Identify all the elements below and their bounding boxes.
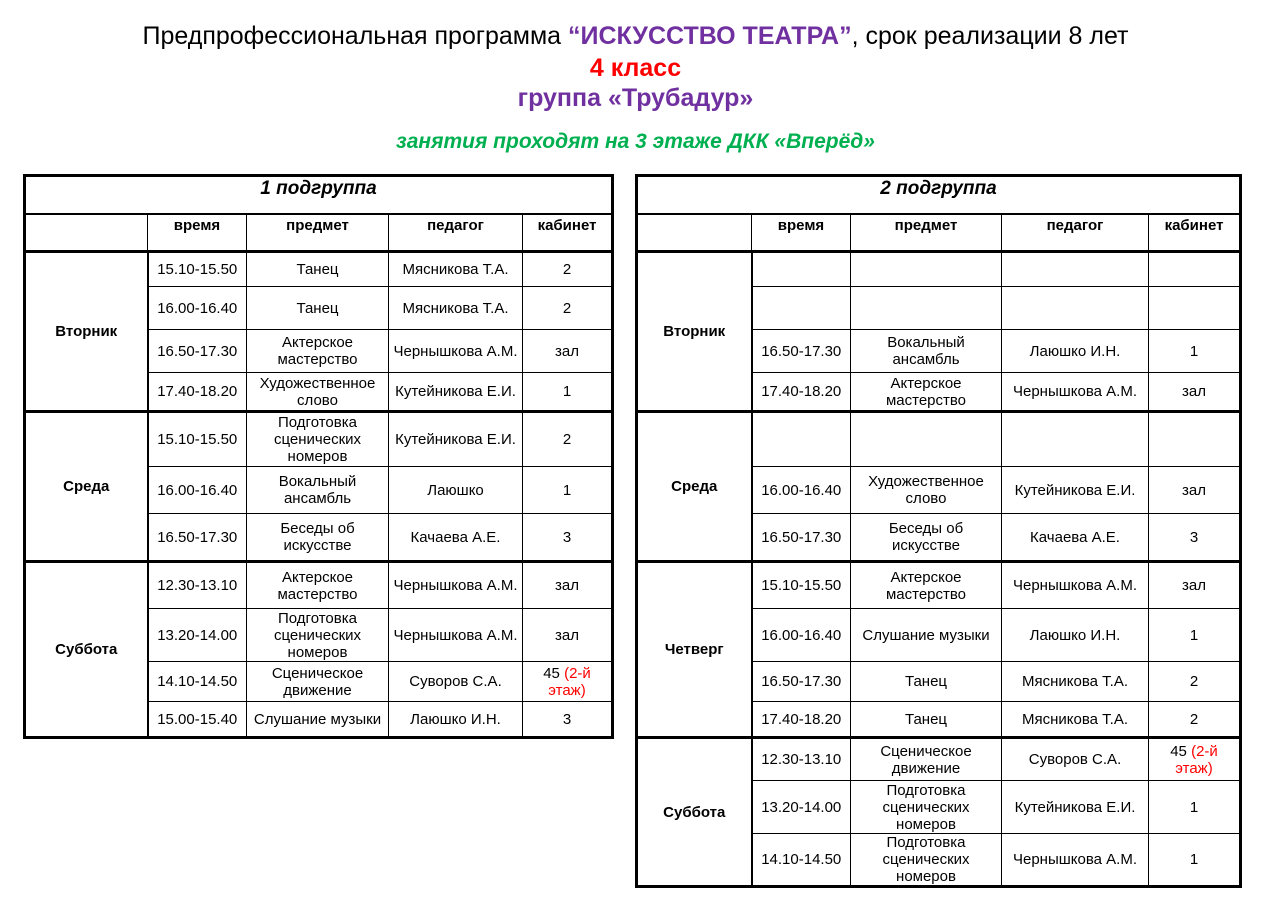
room-value: зал — [1182, 577, 1206, 594]
room-cell — [523, 373, 613, 412]
teacher-cell: Чернышкова А.М. — [1002, 834, 1149, 887]
room-value: 3 — [562, 710, 572, 728]
day-column-header — [637, 214, 752, 252]
room-floor-note: (2-й этаж) — [1175, 742, 1218, 777]
room-cell — [523, 662, 613, 702]
group-title: группа «Трубадур» — [517, 84, 754, 112]
time-cell: 13.20-14.00 — [148, 609, 247, 662]
schedule-row — [637, 738, 1241, 781]
day-cell: Вторник — [637, 252, 752, 412]
schedule-body-subgroup-2 — [637, 176, 1241, 887]
room-cell — [1149, 412, 1241, 467]
subject-cell: Вокальный ансамбль — [851, 330, 1002, 373]
room-value: 1 — [562, 481, 572, 499]
time-cell: 15.00-15.40 — [148, 702, 247, 738]
room-value: 2 — [1189, 673, 1199, 690]
subject-cell: Подготовка сценических номеров — [247, 412, 389, 467]
day-cell: Среда — [25, 412, 148, 562]
time-cell: 16.00-16.40 — [752, 609, 851, 662]
room-cell — [1149, 514, 1241, 562]
room-value: 1 — [562, 383, 572, 400]
room-value: 2 — [562, 261, 572, 278]
room-column-header: кабинет — [523, 214, 613, 252]
time-cell: 17.40-18.20 — [752, 702, 851, 738]
teacher-cell: Чернышкова А.М. — [1002, 373, 1149, 412]
room-cell — [1149, 702, 1241, 738]
room-value: зал — [555, 577, 579, 594]
program-title — [0, 20, 1271, 52]
room-cell — [523, 467, 613, 514]
teacher-cell: Чернышкова А.М. — [389, 609, 523, 662]
teacher-cell: Мясникова Т.А. — [389, 287, 523, 330]
room-value: зал — [1182, 481, 1206, 499]
schedule-body-subgroup-1 — [25, 176, 613, 738]
subject-cell: Танец — [851, 702, 1002, 738]
teacher-cell: Чернышкова А.М. — [389, 562, 523, 609]
room-value: 1 — [1189, 851, 1199, 868]
subject-cell: Подготовка сценических номеров — [851, 834, 1002, 887]
subject-cell: Вокальный ансамбль — [247, 467, 389, 514]
room-column-header: кабинет — [1149, 214, 1241, 252]
schedule-row — [637, 252, 1241, 287]
schedule-row — [637, 562, 1241, 609]
room-value: 2 — [1189, 710, 1199, 728]
teacher-cell: Лаюшко И.Н. — [389, 702, 523, 738]
room-cell — [523, 609, 613, 662]
teacher-cell: Лаюшко И.Н. — [1002, 330, 1149, 373]
schedule-row — [25, 562, 613, 609]
time-cell — [752, 252, 851, 287]
time-cell: 16.50-17.30 — [752, 662, 851, 702]
room-cell — [1149, 834, 1241, 887]
time-cell: 14.10-14.50 — [148, 662, 247, 702]
subject-cell: Слушание музыки — [247, 702, 389, 738]
day-cell: Четверг — [637, 562, 752, 738]
room-value: 1 — [1189, 342, 1199, 360]
room-cell — [523, 412, 613, 467]
subject-cell: Художественное слово — [247, 373, 389, 412]
time-cell — [752, 412, 851, 467]
time-cell: 16.50-17.30 — [148, 330, 247, 373]
room-value: зал — [1182, 383, 1206, 400]
room-cell — [1149, 467, 1241, 514]
room-cell — [1149, 287, 1241, 330]
schedule-row — [637, 412, 1241, 467]
room-cell — [1149, 609, 1241, 662]
day-cell: Суббота — [25, 562, 148, 738]
day-cell: Вторник — [25, 252, 148, 412]
location-note: занятия проходят на 3 этаже ДКК «Вперёд» — [396, 130, 875, 153]
time-cell: 12.30-13.10 — [148, 562, 247, 609]
teacher-column-header: педагог — [389, 214, 523, 252]
teacher-cell: Кутейникова Е.И. — [389, 373, 523, 412]
time-cell: 15.10-15.50 — [752, 562, 851, 609]
day-column-header — [25, 214, 148, 252]
time-cell: 16.50-17.30 — [752, 514, 851, 562]
teacher-cell: Кутейникова Е.И. — [1002, 781, 1149, 834]
time-cell: 15.10-15.50 — [148, 412, 247, 467]
day-cell: Среда — [637, 412, 752, 562]
schedule-table-subgroup-1 — [23, 174, 614, 739]
room-value: 3 — [562, 528, 572, 546]
room-floor-note: (2-й этаж) — [548, 664, 591, 699]
schedule-table-subgroup-2 — [635, 174, 1242, 888]
subject-cell: Танец — [247, 252, 389, 287]
subject-cell: Танец — [247, 287, 389, 330]
subject-cell: Актерское мастерство — [247, 330, 389, 373]
subject-cell: Подготовка сценических номеров — [247, 609, 389, 662]
program-title-prefix: Предпрофессиональная программа — [142, 22, 569, 50]
time-cell: 17.40-18.20 — [752, 373, 851, 412]
time-cell: 14.10-14.50 — [752, 834, 851, 887]
time-column-header: время — [752, 214, 851, 252]
subject-cell — [851, 287, 1002, 330]
subgroup-title: 2 подгруппа — [637, 176, 1241, 214]
subject-cell: Подготовка сценических номеров — [851, 781, 1002, 834]
teacher-cell: Суворов С.А. — [389, 662, 523, 702]
subject-column-header: предмет — [247, 214, 389, 252]
room-cell — [1149, 781, 1241, 834]
subject-cell: Художественное слово — [851, 467, 1002, 514]
room-value: 3 — [1189, 528, 1199, 546]
teacher-cell — [1002, 252, 1149, 287]
room-cell — [523, 252, 613, 287]
teacher-cell: Качаева А.Е. — [389, 514, 523, 562]
teacher-cell: Мясникова Т.А. — [1002, 702, 1149, 738]
room-cell — [523, 562, 613, 609]
room-cell — [1149, 738, 1241, 781]
subject-cell: Танец — [851, 662, 1002, 702]
time-cell: 12.30-13.10 — [752, 738, 851, 781]
time-cell — [752, 287, 851, 330]
subject-cell: Актерское мастерство — [851, 373, 1002, 412]
teacher-column-header: педагог — [1002, 214, 1149, 252]
time-cell: 16.00-16.40 — [752, 467, 851, 514]
room-cell — [523, 330, 613, 373]
subject-cell: Сценическое движение — [851, 738, 1002, 781]
teacher-cell: Мясникова Т.А. — [389, 252, 523, 287]
time-cell: 13.20-14.00 — [752, 781, 851, 834]
teacher-cell: Мясникова Т.А. — [1002, 662, 1149, 702]
time-cell: 16.50-17.30 — [148, 514, 247, 562]
day-cell: Суббота — [637, 738, 752, 887]
room-cell — [1149, 330, 1241, 373]
time-cell: 16.00-16.40 — [148, 287, 247, 330]
subject-cell — [851, 252, 1002, 287]
subject-cell: Беседы об искусстве — [851, 514, 1002, 562]
grade-title: 4 класс — [589, 54, 682, 82]
schedule-row — [25, 412, 613, 467]
room-value: 45 — [543, 664, 560, 682]
subject-cell: Сценическое движение — [247, 662, 389, 702]
subject-column-header: предмет — [851, 214, 1002, 252]
room-cell — [523, 287, 613, 330]
time-column-header: время — [148, 214, 247, 252]
teacher-cell: Лаюшко И.Н. — [1002, 609, 1149, 662]
room-cell — [1149, 373, 1241, 412]
time-cell: 16.00-16.40 — [148, 467, 247, 514]
room-value: зал — [555, 626, 579, 644]
subject-cell: Актерское мастерство — [247, 562, 389, 609]
room-value: 2 — [562, 431, 572, 448]
time-cell: 15.10-15.50 — [148, 252, 247, 287]
teacher-cell: Суворов С.А. — [1002, 738, 1149, 781]
subject-cell — [851, 412, 1002, 467]
room-value: 1 — [1189, 798, 1199, 816]
time-cell: 17.40-18.20 — [148, 373, 247, 412]
room-value: 1 — [1189, 626, 1199, 644]
subject-cell: Беседы об искусстве — [247, 514, 389, 562]
teacher-cell — [1002, 412, 1149, 467]
schedule-row — [25, 252, 613, 287]
room-cell — [523, 702, 613, 738]
room-value: 2 — [562, 299, 572, 317]
subject-cell: Слушание музыки — [851, 609, 1002, 662]
program-name: “ИСКУССТВО ТЕАТРА” — [568, 22, 852, 50]
room-cell — [1149, 662, 1241, 702]
room-value: зал — [555, 342, 579, 360]
teacher-cell: Лаюшко — [389, 467, 523, 514]
program-title-suffix: , срок реализации 8 лет — [851, 22, 1129, 50]
room-cell — [523, 514, 613, 562]
room-cell — [1149, 252, 1241, 287]
teacher-cell: Чернышкова А.М. — [389, 330, 523, 373]
teacher-cell — [1002, 287, 1149, 330]
teacher-cell: Качаева А.Е. — [1002, 514, 1149, 562]
subject-cell: Актерское мастерство — [851, 562, 1002, 609]
time-cell: 16.50-17.30 — [752, 330, 851, 373]
subgroup-title: 1 подгруппа — [25, 176, 613, 214]
teacher-cell: Кутейникова Е.И. — [1002, 467, 1149, 514]
room-value: 45 — [1170, 742, 1187, 760]
teacher-cell: Кутейникова Е.И. — [389, 412, 523, 467]
teacher-cell: Чернышкова А.М. — [1002, 562, 1149, 609]
room-cell — [1149, 562, 1241, 609]
